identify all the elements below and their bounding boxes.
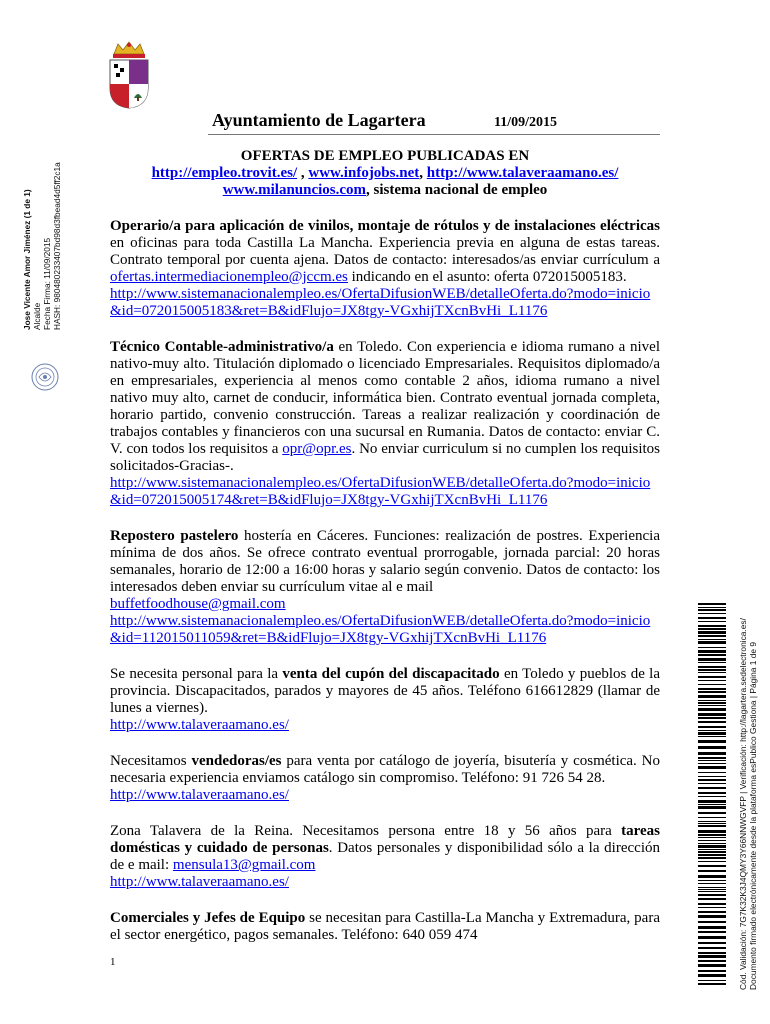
document-body [110, 148, 660, 963]
offer-email-link[interactable]: ofertas.intermediacionempleo@jccm.es [110, 269, 348, 285]
offer-text: Zona Talavera de la Reina. Necesitamos persona entre 18 y 56 años para [110, 823, 622, 839]
offer-text: . Datos personales y disponibilidad sólo a la dirección de e mail: [110, 840, 660, 873]
offer-title: tareas domésticas y cuidado de personas [110, 823, 660, 856]
offer-text: hostería en Cáceres. Funciones: realización de postres. Experiencia mínima de dos años. Se ofrece contrato eventual prorrogable, jornada parcial: 20 horas semanales, horario de 12:00 a 16:00 horas y salario según convenio. Datos de contacto: los interesados deben enviar su currículum vitae al e mail [110, 528, 660, 595]
job-offer [110, 218, 660, 320]
job-offer [110, 823, 660, 891]
section-title-line: OFERTAS DE EMPLEO PUBLICADAS EN [240, 148, 530, 164]
offer-title: venta del cupón del discapacitado [282, 666, 500, 682]
signature-date: Fecha Firma: 11/09/2015 [42, 237, 52, 330]
offer-title: Técnico Contable-administrativo/a [110, 339, 334, 355]
verification-block [738, 618, 758, 990]
offer-title: vendedoras/es [191, 753, 282, 769]
section-title-tail: , sistema nacional de empleo [366, 182, 548, 198]
offer-text: se necesitan para Castilla-La Mancha y Extremadura, para el sector energético, pagos semanales. Teléfono: 640 059 474 [110, 910, 660, 943]
job-offer [110, 910, 660, 944]
offer-url-link[interactable]: http://www.talaveraamano.es/ [110, 717, 289, 733]
separator: , [297, 165, 309, 181]
offer-url-link[interactable]: http://www.talaveraamano.es/ [110, 787, 289, 803]
offer-text: en Toledo. Con experiencia e idioma rumano a nivel nativo-muy alto. Titulación diplomado o licenciado Empresariales. Requisitos diplomado/a en empresariales, experiencia al menos como contable 2 años, idioma rumano a nivel nativo muy alto, carnet de conducir, informática bien. Contrato eventual jornada completa, horario partido, convenio construcción. Tareas a realizar realización y coordinación de trabajos contables y financieros con una sucursal en Rumania. Datos de contacto: enviar C. V. con todos los requisitos a [110, 339, 660, 457]
page-title: Ayuntamiento de Lagartera [212, 110, 426, 130]
offer-title: Operario/a para aplicación de vinilos, montaje de rótulos y de instalaciones eléctricas [110, 218, 660, 234]
seal-icon [30, 362, 60, 392]
barcode-icon [698, 603, 726, 988]
offer-text: . No enviar curriculum si no cumplen los requisitos solicitados-Gracias-. [110, 441, 660, 474]
offer-url-link[interactable]: http://www.talaveraamano.es/ [110, 874, 289, 890]
offer-text: para venta por catálogo de joyería, bisutería y cosmética. No necesaria experiencia enviamos catálogo sin compromiso. Teléfono: 91 726 54 28. [110, 753, 661, 786]
offer-email-link[interactable]: opr@opr.es [282, 441, 352, 457]
offer-email-link[interactable]: mensula13@gmail.com [172, 857, 316, 873]
offer-email-link[interactable]: buffetfoodhouse@gmail.com [110, 596, 286, 612]
signer-name: Jose Vicente Amor Jiménez (1 de 1) [22, 189, 32, 330]
job-offer [110, 666, 660, 734]
offer-text: Necesitamos [110, 753, 192, 769]
offer-text: Se necesita personal para la [110, 666, 283, 682]
verification-code: Cód. Validación: 7G7K32K3J4QMY3Y66NNWGVFP | Verificación: http://lagartera.sedelectronica.es/ [738, 618, 748, 990]
offer-text: en Toledo y pueblos de la provincia. Discapacitados, parados y mayores de 45 años. Teléfono 616612829 (llamar de lunes a viernes). [110, 666, 660, 716]
offer-text: en oficinas para toda Castilla La Mancha. Experiencia previa en alguna de estas tareas. Contrato temporal por cuenta ajena. Datos de contacto: interesados/as enviar currículum a [110, 235, 660, 268]
offer-url-link[interactable]: http://www.sistemanacionalempleo.es/OfertaDifusionWEB/detalleOferta.do?modo=inicio&id=072015005183&ret=B&idFlujo=JX8tgy-VGxhijTXcnBvHi_L1176 [110, 286, 651, 319]
offer-text: indicando en el asunto: oferta 072015005183. [347, 269, 627, 285]
link-trovit[interactable]: http://empleo.trovit.es/ [151, 165, 298, 181]
offer-title: Repostero pastelero [110, 528, 239, 544]
section-heading [110, 148, 660, 199]
verification-platform: Documento firmado electrónicamente desde la plataforma esPublico Gestiona | Página 1 de 9 [748, 641, 758, 990]
separator: , [419, 165, 427, 181]
offer-url-link[interactable]: http://www.sistemanacionalempleo.es/OfertaDifusionWEB/detalleOferta.do?modo=inicio&id=072015005174&ret=B&idFlujo=JX8tgy-VGxhijTXcnBvHi_L1176 [110, 475, 651, 508]
header-date: 11/09/2015 [494, 115, 558, 130]
offer-title: Comerciales y Jefes de Equipo [110, 910, 306, 926]
link-milanuncios[interactable]: www.milanuncios.com [222, 182, 367, 198]
coat-of-arms-icon [104, 40, 154, 110]
signature-block [22, 162, 62, 330]
signature-hash: HASH: 980480233407bd98d3fbead4d5ff2c1a [52, 162, 62, 330]
link-talaveraamano[interactable]: http://www.talaveraamano.es/ [426, 165, 619, 181]
job-offer [110, 528, 660, 647]
signer-role: Alcalde [32, 302, 42, 330]
page-number: 1 [110, 956, 116, 968]
offer-url-link[interactable]: http://www.sistemanacionalempleo.es/OfertaDifusionWEB/detalleOferta.do?modo=inicio&id=112015011059&ret=B&idFlujo=JX8tgy-VGxhijTXcnBvHi_L1176 [110, 613, 651, 646]
link-infojobs[interactable]: www.infojobs.net [308, 165, 420, 181]
header-divider [208, 134, 660, 135]
job-offer [110, 753, 660, 804]
job-offer [110, 339, 660, 509]
